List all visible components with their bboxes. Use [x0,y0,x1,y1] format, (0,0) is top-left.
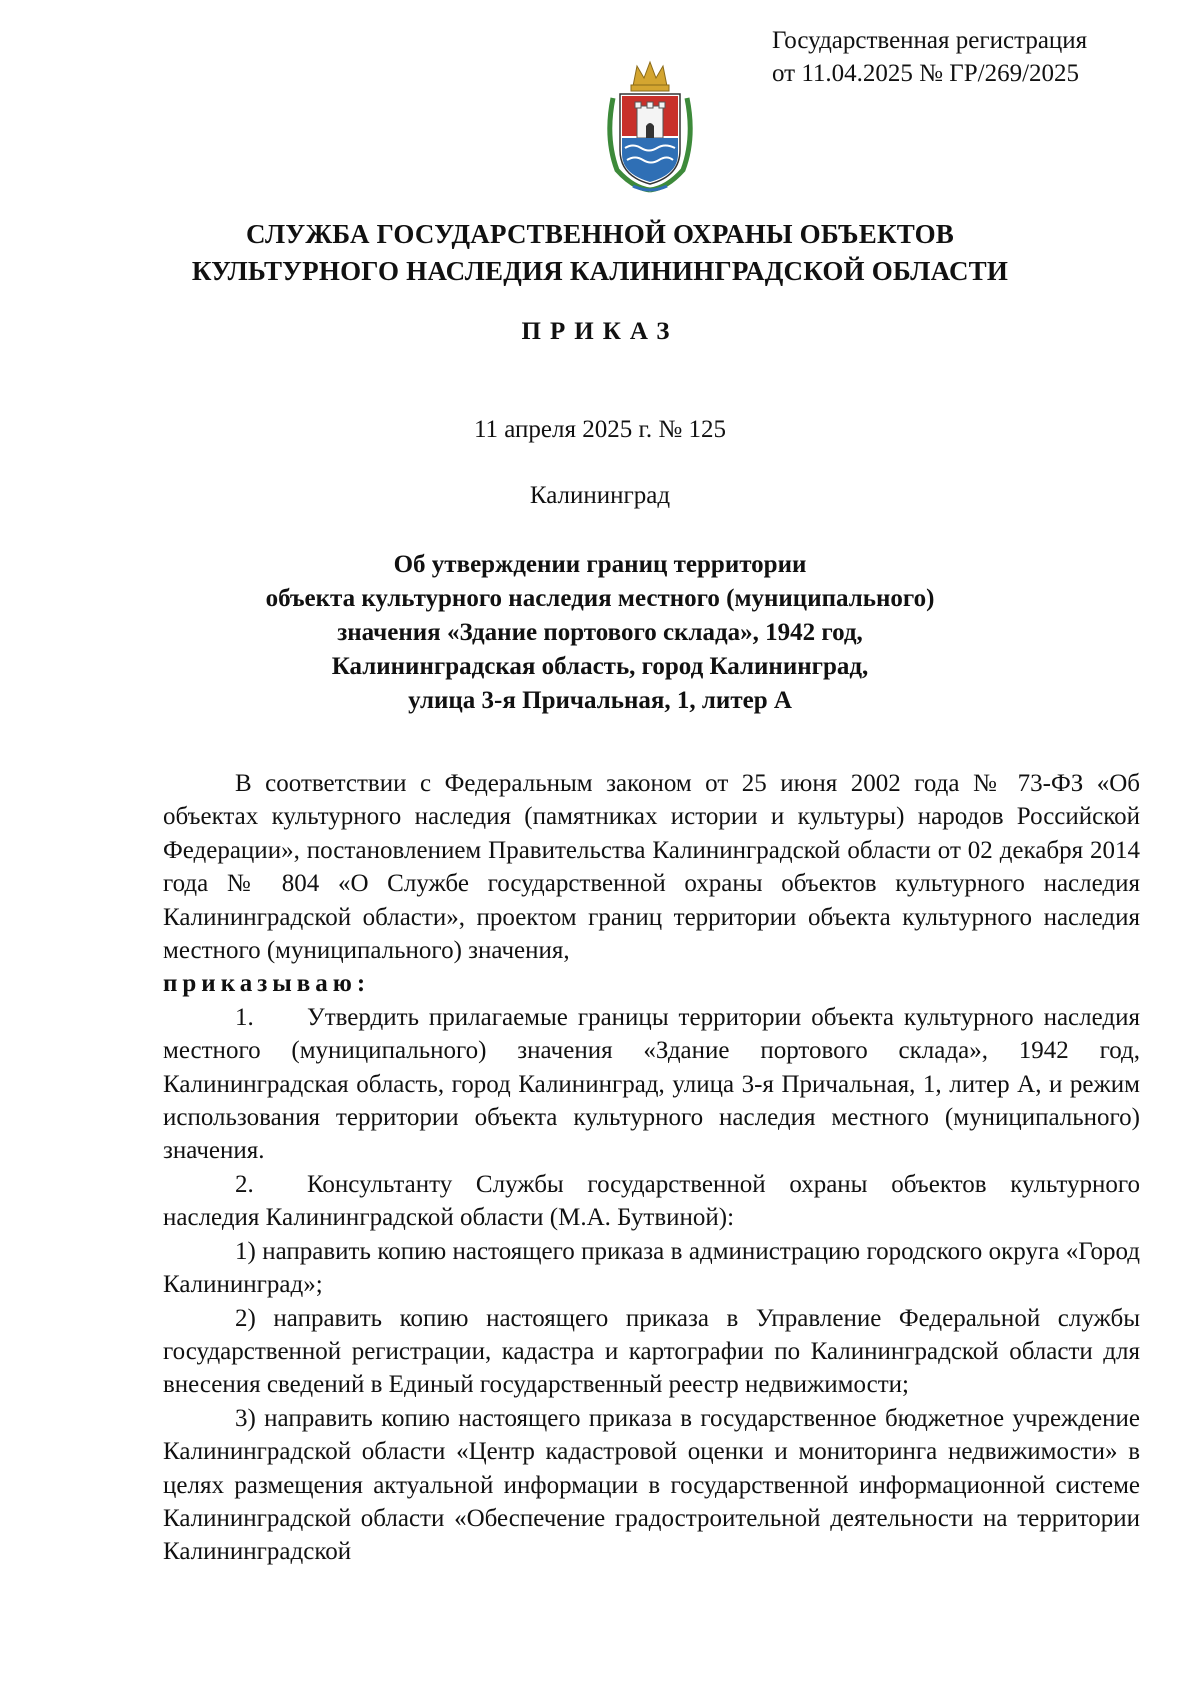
item-2-number: 2. [235,1170,254,1198]
agency-name-line-2: КУЛЬТУРНОГО НАСЛЕДИЯ КАЛИНИНГРАДСКОЙ ОБЛАСТИ [191,256,1009,286]
item-2-text: Консультанту Службы государственной охраны объектов культурного наследия Калининградской области (М.А. Бутвиной): [163,1170,1140,1232]
order-body [163,767,1140,1569]
subitem-1-paragraph: 1) направить копию настоящего приказа в администрацию городского округа «Город Калининград»; [163,1237,1140,1299]
subitem-2-paragraph: 2) направить копию настоящего приказа в Управление Федеральной службы государственной регистрации, кадастра и картографии по Калининградской области для внесения сведений в Единый государственный реестр недвижимости; [163,1304,1140,1399]
registration-line-2: от 11.04.2025 № ГР/269/2025 [772,60,1080,87]
subject-line-2: объекта культурного наследия местного (муниципального) [265,585,935,612]
subject-line-4: Калининградская область, город Калининград, [331,653,869,680]
order-city: Калининград [529,482,671,509]
registration-stamp [772,24,1172,90]
agency-name-line-1: СЛУЖБА ГОСУДАРСТВЕННОЙ ОХРАНЫ ОБЪЕКТОВ [246,219,954,249]
item-2-paragraph [163,1168,1140,1235]
subject-line-1: Об утверждении границ территории [393,551,807,578]
preamble-paragraph: В соответствии с Федеральным законом от 25 июня 2002 года № 73-ФЗ «Об объектах культурного наследия (памятниках истории и культуры) народов Российской Федерации», постановлением Правительства Калининградской области от 02 декабря 2014 года № 804 «О Службе государственной охраны объектов культурного наследия Калининградской области», проектом границ территории объекта культурного наследия местного (муниципального) значения, [163,770,1140,965]
registration-line-1: Государственная регистрация [772,27,1088,54]
agency-name [0,216,1200,290]
directive-word: приказываю: [163,970,371,998]
subject-line-5: улица 3-я Причальная, 1, литер А [408,687,792,714]
subject-line-3: значения «Здание портового склада», 1942 год, [337,619,863,646]
item-1-number: 1. [235,1003,254,1031]
item-1-text: Утвердить прилагаемые границы территории объекта культурного наследия местного (муниципального) значения «Здание портового склада», 1942 год, Калининградская область, город Калининград, улица 3-я Причальная, 1, литер А, и режим использования территории объекта культурного наследия местного (муниципального) значения. [163,1003,1140,1165]
document-type: ПРИКАЗ [521,318,679,345]
kaliningrad-region-coat-of-arms-icon [603,58,697,194]
subitem-3-paragraph: 3) направить копию настоящего приказа в государственное бюджетное учреждение Калининградской области «Центр кадастровой оценки и мониторинга недвижимости» в целях размещения актуальной информации в государственной информационной системе Калининградской области «Обеспечение градостроительной деятельности на территории Калининградской [163,1404,1140,1566]
order-subject [0,548,1200,718]
item-1-paragraph [163,1001,1140,1168]
order-date-number: 11 апреля 2025 г. № 125 [473,416,727,443]
